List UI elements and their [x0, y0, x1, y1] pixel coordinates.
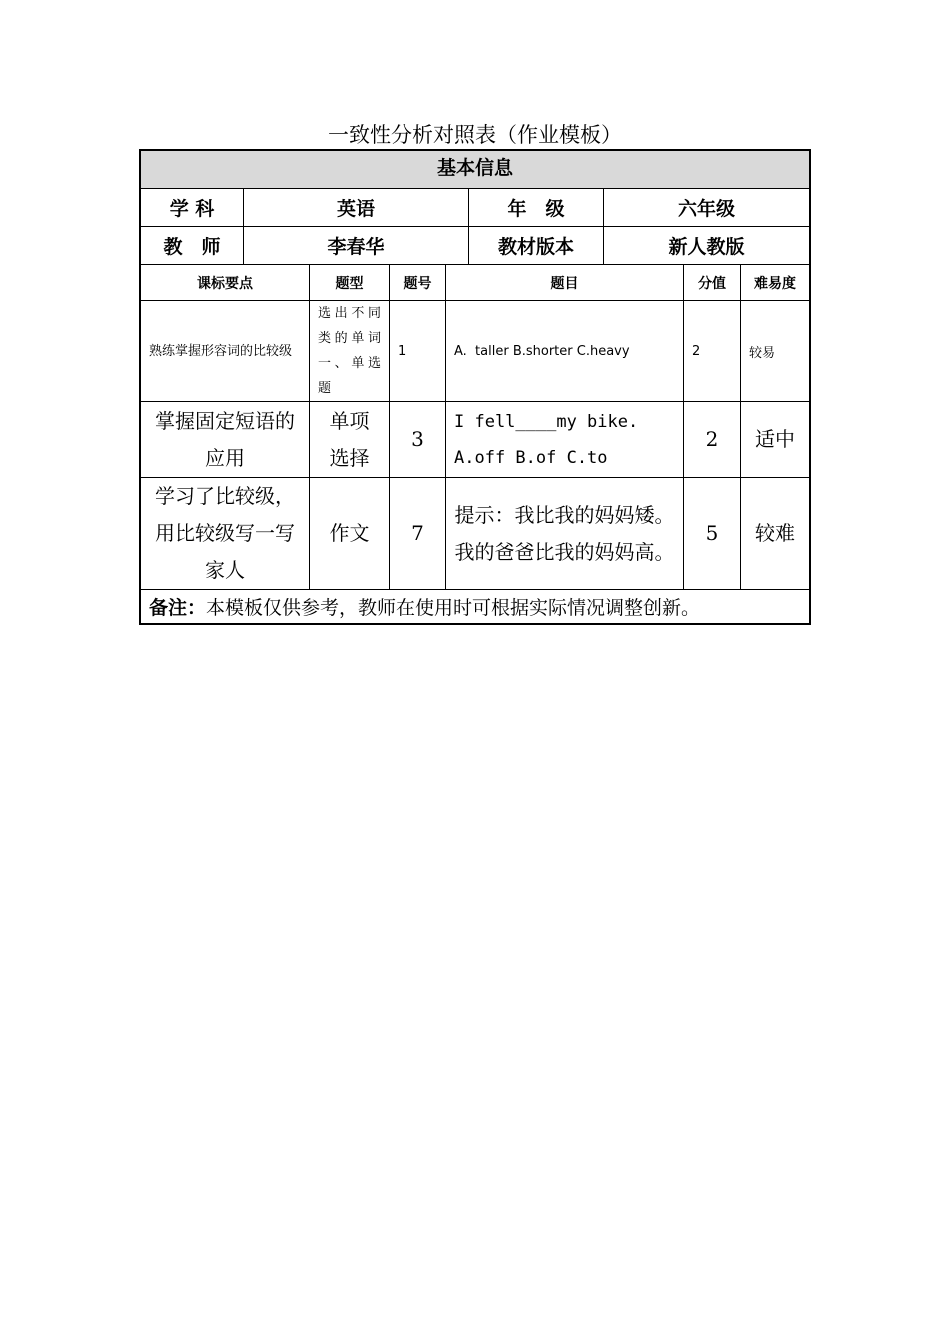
subject-label: 学 科 — [140, 188, 244, 227]
table-cell-score: 2 — [683, 401, 741, 478]
table-cell-score: 2 — [683, 300, 741, 402]
grade-value: 六年级 — [603, 188, 810, 227]
table-cell-number: 1 — [389, 300, 446, 402]
table-cell-question: 提示：我比我的妈妈矮。我的爸爸比我的妈妈高。 — [445, 477, 684, 590]
edition-value: 新人教版 — [603, 226, 810, 265]
table-cell-question: A. taller B.shorter C.heavy — [445, 300, 684, 402]
column-header: 难易度 — [740, 264, 810, 301]
document-title: 一致性分析对照表（作业模板） — [328, 123, 622, 147]
teacher-value: 李春华 — [243, 226, 469, 265]
table-cell-type: 单项选择 — [309, 401, 390, 478]
table-cell-difficulty: 适中 — [740, 401, 810, 478]
table-cell-number: 3 — [389, 401, 446, 478]
note-row — [140, 589, 810, 624]
column-header: 课标要点 — [140, 264, 310, 301]
table-cell-type: 作文 — [309, 477, 390, 590]
table-cell-number: 7 — [389, 477, 446, 590]
table-cell-score: 5 — [683, 477, 741, 590]
subject-value: 英语 — [243, 188, 469, 227]
column-header: 题型 — [309, 264, 390, 301]
table-cell-difficulty: 较难 — [740, 477, 810, 590]
table-cell-point: 熟练掌握形容词的比较级 — [140, 300, 310, 402]
question-line: I fell____my bike. — [454, 411, 639, 432]
note-label: 备注： — [149, 597, 207, 619]
table-cell-point: 学习了比较级，用比较级写一写家人 — [140, 477, 310, 590]
analysis-table — [139, 149, 811, 625]
column-header: 题目 — [445, 264, 684, 301]
edition-label: 教材版本 — [468, 226, 604, 265]
grade-label: 年 级 — [468, 188, 604, 227]
column-header: 分值 — [683, 264, 741, 301]
basic-info-header: 基本信息 — [140, 150, 810, 189]
table-cell-difficulty: 较易 — [740, 300, 810, 402]
table-cell-question — [445, 401, 684, 478]
column-header: 题号 — [389, 264, 446, 301]
question-options: A.off B.of C.to — [454, 447, 608, 468]
teacher-label: 教 师 — [140, 226, 244, 265]
table-cell-type: 选出不同类的单词一、单选题 — [309, 300, 390, 402]
note-text: 本模板仅供参考，教师在使用时可根据实际情况调整创新。 — [206, 597, 701, 619]
table-cell-point: 掌握固定短语的应用 — [140, 401, 310, 478]
